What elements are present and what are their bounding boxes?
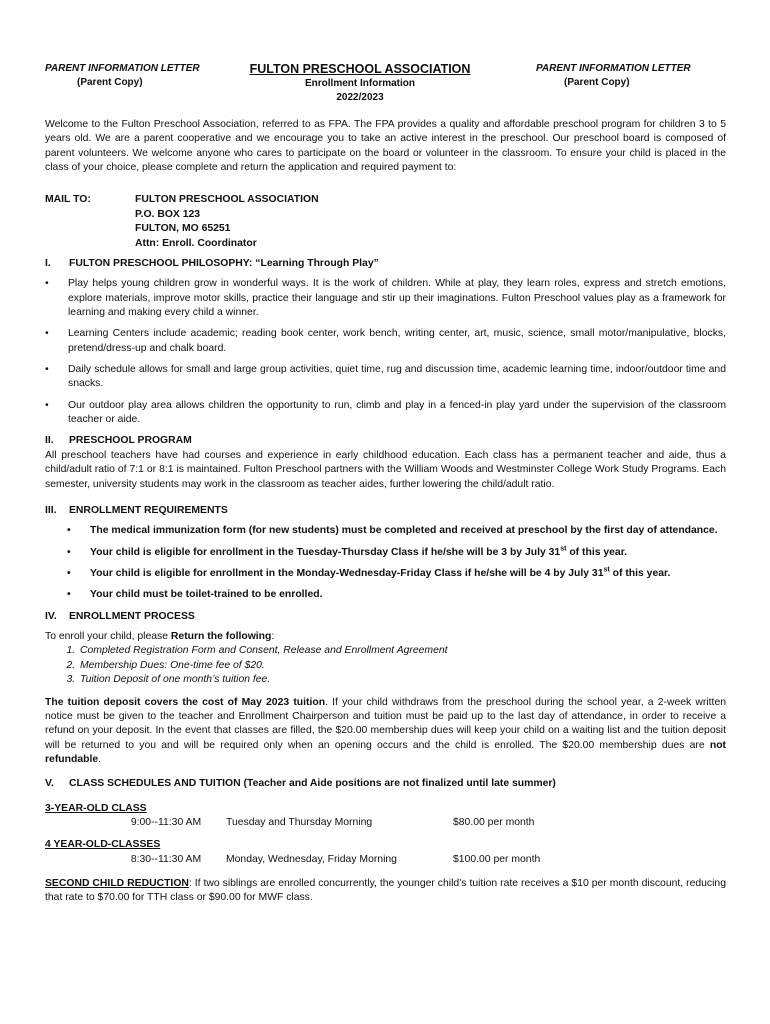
header-right-title: PARENT INFORMATION LETTER xyxy=(536,63,691,74)
header-left-copy: (Parent Copy) xyxy=(77,76,143,88)
section-heading-schedules xyxy=(45,777,726,791)
list-item: 1. Completed Registration Form and Consent, Release and Enrollment Agreement xyxy=(78,644,726,658)
section-title: ENROLLMENT PROCESS xyxy=(69,610,195,622)
second-child-paragraph: SECOND CHILD REDUCTION: If two siblings are enrolled concurrently, the younger child’s tuition rate receives a $10 per month discount, reducing that rate to $70.00 for TTH class or $90.00 for MWF class. xyxy=(45,878,726,904)
class-time: 8:30--11:30 AM xyxy=(130,853,202,865)
process-steps xyxy=(45,644,726,687)
address-line: FULTON, MO 65251 xyxy=(135,223,231,235)
list-item: • Learning Centers include academic; reading book center, work bench, writing center, art, music, science, small motor/manipulative, blocks, pretend/dress-up and chalk board. xyxy=(45,327,726,356)
section-title: CLASS SCHEDULES AND TUITION (Teacher and Aide positions are not finalized until late summer) xyxy=(69,778,556,790)
section-heading-philosophy xyxy=(45,257,726,271)
welcome-paragraph: Welcome to the Fulton Preschool Association, referred to as FPA. The FPA provides a quality and affordable preschool program for children 3 to 5 years old. We are a parent cooperative and we encourage you to take an active interest in the preschool. Our preschool board is composed of parent volunteers. We welcome anyone who cares to participate on the board or volunteer in the classroom. To ensure your child is placed in the class of your choice, please complete and return the application and required payment to: xyxy=(45,119,726,174)
header-left-title: PARENT INFORMATION LETTER xyxy=(45,63,200,74)
address-line: FULTON PRESCHOOL ASSOCIATION xyxy=(135,194,319,206)
section-number: IV. xyxy=(45,610,57,622)
header-right-copy: (Parent Copy) xyxy=(564,76,630,88)
class-heading: 4 YEAR-OLD-CLASSES xyxy=(45,839,161,851)
philosophy-list xyxy=(45,277,726,427)
mail-to-block xyxy=(45,193,726,250)
section-heading-requirements xyxy=(45,504,726,518)
list-item: 2. Membership Dues: One-time fee of $20. xyxy=(78,659,726,673)
document-title: FULTON PRESCHOOL ASSOCIATION xyxy=(249,62,471,76)
list-item: 3. Tuition Deposit of one month’s tuition fee. xyxy=(78,673,726,687)
header-right xyxy=(536,62,691,90)
section-title: FULTON PRESCHOOL PHILOSOPHY: “Learning Through Play” xyxy=(69,257,379,269)
document-year: 2022/2023 xyxy=(336,91,384,103)
header-center xyxy=(230,62,490,105)
class-price: $80.00 per month xyxy=(453,817,535,829)
class-time: 9:00--11:30 AM xyxy=(130,817,202,829)
section-title: PRESCHOOL PROGRAM xyxy=(69,435,192,447)
list-item: • Your child is eligible for enrollment in the Tuesday-Thursday Class if he/she will be 3 by July 31st of this year. xyxy=(45,546,726,560)
list-item: • Your child is eligible for enrollment in the Monday-Wednesday-Friday Class if he/she will be 4 by July 31st of this year. xyxy=(45,567,726,581)
process-intro: To enroll your child, please Return the following: xyxy=(45,631,275,643)
section-heading-process xyxy=(45,610,726,624)
class-days: Monday, Wednesday, Friday Morning xyxy=(226,853,397,865)
class-row xyxy=(45,853,726,867)
section-title: ENROLLMENT REQUIREMENTS xyxy=(69,504,228,516)
list-item: • The medical immunization form (for new students) must be completed and received at preschool by the first day of attendance. xyxy=(45,524,726,538)
address-line: P.O. BOX 123 xyxy=(135,208,201,220)
list-item: • Your child must be toilet-trained to be enrolled. xyxy=(45,588,726,602)
second-child-label: SECOND CHILD REDUCTION xyxy=(45,878,189,890)
program-paragraph: All preschool teachers have had courses and experience in early childhood education. Each class has a permanent teacher and aide, thus a child/adult ratio of 7:1 or 8:1 is maintained. Fulton Preschool partners with the William Woods and Westminster College Work Study Programs. Each semester, university students may work in the classroom as teacher aides, further lowering the child/adult ratio. xyxy=(45,449,726,490)
section-number: V. xyxy=(45,778,54,790)
address-line: Attn: Enroll. Coordinator xyxy=(135,237,257,249)
list-item: • Our outdoor play area allows children the opportunity to run, climb and play in a fenced-in play yard under the supervision of the classroom teacher or aide. xyxy=(45,399,726,428)
mail-address xyxy=(135,193,319,250)
section-heading-program xyxy=(45,434,726,448)
list-item: • Daily schedule allows for small and large group activities, quiet time, rug and discussion time, academic learning time, indoor/outdoor time and snacks. xyxy=(45,363,726,392)
class-heading: 3-YEAR-OLD CLASS xyxy=(45,802,147,814)
requirements-list xyxy=(45,524,726,602)
document-subtitle: Enrollment Information xyxy=(305,78,415,89)
section-number: III. xyxy=(45,504,57,516)
deposit-paragraph: The tuition deposit covers the cost of May 2023 tuition. If your child withdraws from the preschool during the school year, a 2-week written notice must be given to the teacher and Enrollment Chairperson and tuition must be paid up to the last day of attendance, in order to receive a refund on your deposit. In the event that classes are filled, the $20.00 membership dues will keep your child on a waiting list and the tuition deposit will be returned to you and will be required only when an opening occurs and the child is enrolled. The $20.00 membership dues are not refundable. xyxy=(45,696,726,765)
mail-to-label: MAIL TO: xyxy=(45,194,91,206)
header-left xyxy=(45,62,200,90)
class-days: Tuesday and Thursday Morning xyxy=(226,817,373,829)
list-item: • Play helps young children grow in wonderful ways. It is the work of children. While at play, they learn roles, express and stretch emotions, explore materials, improve motor skills, practice their language and stir up their imaginations. Fulton Preschool values play as a framework for learning and making every child a winner. xyxy=(45,277,726,320)
section-number: II. xyxy=(45,435,54,447)
class-row xyxy=(45,816,726,830)
class-price: $100.00 per month xyxy=(453,853,541,865)
document-body xyxy=(45,118,726,906)
section-number: I. xyxy=(45,257,51,269)
